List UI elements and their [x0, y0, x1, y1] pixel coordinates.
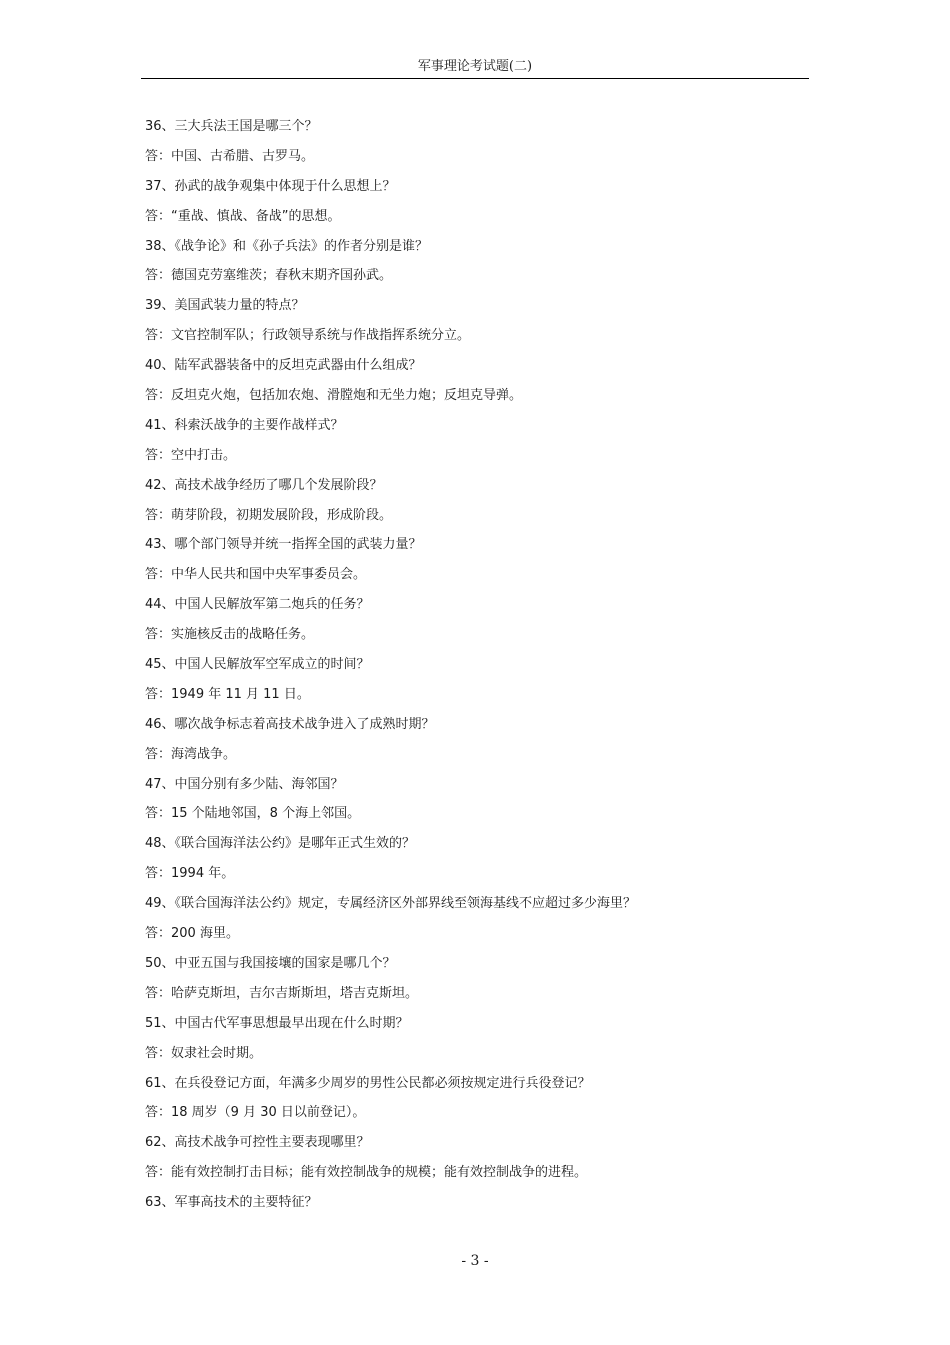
answer-43: 答：中华人民共和国中央军事委员会。 [145, 567, 367, 583]
question-62: 62、高技术战争可控性主要表现哪里？ [145, 1135, 370, 1151]
page-header [141, 58, 809, 79]
answer-51: 答：奴隶社会时期。 [145, 1045, 263, 1061]
question-41: 41、科索沃战争的主要作战样式？ [145, 417, 344, 433]
answer-47: 答：15 个陆地邻国，8 个海上邻国。 [145, 806, 361, 822]
answer-48: 答：1994 年。 [145, 866, 235, 882]
question-42: 42、高技术战争经历了哪几个发展阶段？ [145, 477, 383, 493]
question-49: 49、《联合国海洋法公约》规定，专属经济区外部界线至领海基线不应超过多少海里？ [145, 896, 637, 912]
question-37: 37、孙武的战争观集中体现于什么思想上？ [145, 178, 396, 194]
page-number: - 3 - [461, 1253, 489, 1269]
document-title: 军事理论考试题(二) [417, 59, 533, 74]
answer-62: 答：能有效控制打击目标；能有效控制战争的规模；能有效控制战争的进程。 [145, 1165, 588, 1181]
document-body [145, 112, 805, 1218]
answer-36: 答：中国、古希腊、古罗马。 [145, 148, 315, 164]
question-40: 40、陆军武器装备中的反坦克武器由什么组成？ [145, 358, 422, 374]
answer-46: 答：海湾战争。 [145, 746, 237, 762]
question-61: 61、在兵役登记方面，年满多少周岁的男性公民都必须按规定进行兵役登记？ [145, 1075, 591, 1091]
question-46: 46、哪次战争标志着高技术战争进入了成熟时期？ [145, 716, 435, 732]
question-51: 51、中国古代军事思想最早出现在什么时期？ [145, 1015, 409, 1031]
question-63: 63、军事高技术的主要特征？ [145, 1195, 318, 1211]
answer-37: 答：“重战、慎战、备战”的思想。 [145, 208, 341, 224]
question-50: 50、中亚五国与我国接壤的国家是哪几个？ [145, 955, 396, 971]
answer-49: 答：200 海里。 [145, 926, 239, 942]
answer-39: 答：文官控制军队；行政领导系统与作战指挥系统分立。 [145, 328, 471, 344]
question-48: 48、《联合国海洋法公约》是哪年正式生效的？ [145, 836, 416, 852]
answer-38: 答：德国克劳塞维茨；春秋末期齐国孙武。 [145, 268, 393, 284]
question-43: 43、哪个部门领导并统一指挥全国的武装力量？ [145, 537, 422, 553]
question-45: 45、中国人民解放军空军成立的时间？ [145, 657, 370, 673]
answer-41: 答：空中打击。 [145, 447, 237, 463]
question-38: 38、《战争论》和《孙子兵法》的作者分别是谁？ [145, 238, 429, 254]
question-39: 39、美国武装力量的特点？ [145, 298, 305, 314]
question-44: 44、中国人民解放军第二炮兵的任务？ [145, 597, 370, 613]
answer-44: 答：实施核反击的战略任务。 [145, 627, 315, 643]
answer-50: 答：哈萨克斯坦，吉尔吉斯斯坦，塔吉克斯坦。 [145, 985, 419, 1001]
answer-40: 答：反坦克火炮，包括加农炮、滑膛炮和无坐力炮；反坦克导弹。 [145, 388, 523, 404]
answer-45: 答：1949 年 11 月 11 日。 [145, 686, 310, 702]
question-47: 47、中国分别有多少陆、海邻国？ [145, 776, 344, 792]
answer-42: 答：萌芽阶段，初期发展阶段，形成阶段。 [145, 507, 393, 523]
question-36: 36、三大兵法王国是哪三个？ [145, 119, 318, 134]
answer-61: 答：18 周岁（9 月 30 日以前登记）。 [145, 1105, 366, 1121]
